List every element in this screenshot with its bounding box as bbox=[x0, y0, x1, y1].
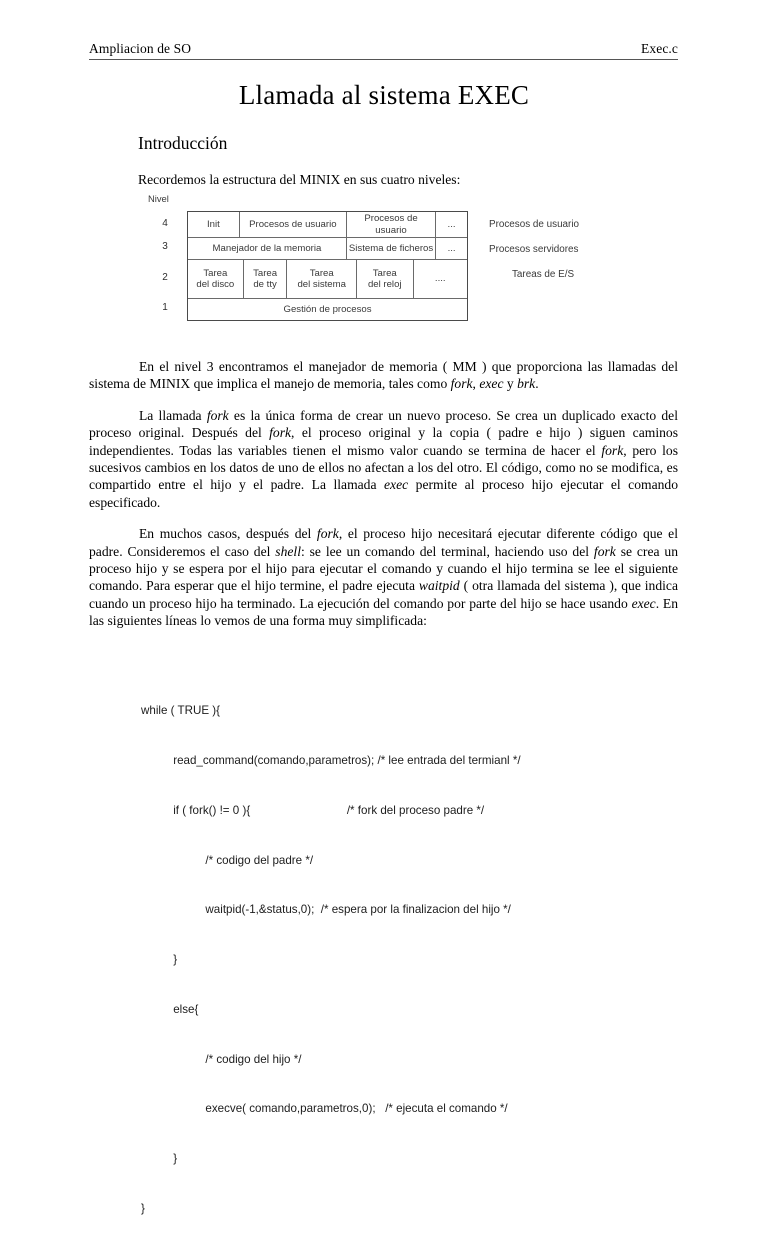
diagram-cell-process-management: Gestión de procesos bbox=[283, 303, 372, 315]
p3-seg-a: En muchos casos, después del bbox=[139, 526, 317, 542]
p1-seg-b: , bbox=[472, 376, 480, 392]
p2-seg-a: La llamada bbox=[139, 408, 207, 424]
diagram-cell-file-system: Sistema de ficheros bbox=[346, 238, 435, 259]
intro-sentence: Recordemos la estructura del MINIX en sus cuatro niveles: bbox=[138, 172, 461, 187]
diagram-grid bbox=[187, 211, 468, 321]
p1-term-fork: fork bbox=[450, 376, 473, 392]
diagram-row-level2 bbox=[188, 259, 467, 298]
diagram-row-level4 bbox=[188, 212, 467, 237]
document-body bbox=[89, 358, 678, 644]
p3-seg-e: ( otra llamada del sistema ), que indica cuando un proceso hijo ha terminado. La ejecución del comando por parte del hijo se hace usando bbox=[89, 578, 678, 611]
p2-seg-b: es la única forma de crear un nuevo proceso. Se crea un duplicado exacto del proceso original. Después del bbox=[89, 408, 678, 441]
p2-seg-d: , pero los sucesivos cambios en los datos de uno de ellos no afectan a los del otro. El código, como no se modifica, es compartido entre el hijo y el padre. La llamada bbox=[89, 442, 678, 493]
p2-seg-e: permite al proceso hijo ejecutar el comando especificado. bbox=[89, 477, 678, 510]
code-line-9: execve( comando,parametros,0); /* ejecuta el comando */ bbox=[141, 1102, 508, 1116]
diagram-cell-ellipsis-l4: ... bbox=[435, 212, 467, 237]
p2-term-fork-1: fork bbox=[206, 408, 229, 424]
diagram-cell-user-proc-1: Procesos de usuario bbox=[239, 212, 346, 237]
diagram-cell-disk-task bbox=[188, 260, 243, 298]
clock-task-line1: Tarea bbox=[372, 267, 397, 279]
running-header bbox=[89, 41, 678, 60]
disk-task-line1: Tarea bbox=[203, 267, 228, 279]
p1-seg-d: . bbox=[535, 376, 539, 392]
p3-term-waitpid: waitpid bbox=[418, 578, 460, 594]
diagram-cell-memory-manager: Manejador de la memoria bbox=[212, 242, 322, 254]
tty-task-line2: de tty bbox=[253, 279, 277, 290]
diagram-cell-system-task bbox=[286, 260, 355, 298]
level-number-2: 2 bbox=[162, 272, 168, 283]
p2-seg-c: , el proceso original y la copia ( padre e hijo ) siguen caminos independientes. Todas las variables tienen el mismo valor cuando se termina de hacer el bbox=[89, 425, 678, 458]
clock-task-line2: del reloj bbox=[367, 279, 402, 290]
diagram-cell-ellipsis-l2: .... bbox=[413, 260, 467, 298]
side-label-server-processes: Procesos servidores bbox=[489, 244, 579, 255]
code-listing bbox=[141, 670, 521, 1251]
code-line-1: while ( TRUE ){ bbox=[141, 704, 221, 718]
side-label-user-processes: Procesos de usuario bbox=[489, 219, 580, 230]
p2-term-fork-3: fork bbox=[601, 442, 624, 458]
p3-term-fork-2: fork bbox=[593, 543, 616, 559]
p3-term-exec: exec bbox=[631, 595, 656, 611]
level-number-4: 4 bbox=[162, 218, 168, 229]
p2-term-fork-2: fork bbox=[269, 425, 292, 441]
code-line-7: else{ bbox=[141, 1002, 199, 1016]
code-line-2: read_command(comando,parametros); /* lee entrada del termianl */ bbox=[141, 753, 521, 767]
p3-seg-f: . En las siguientes líneas lo vemos de una forma muy simplificada: bbox=[89, 595, 678, 628]
code-line-6: } bbox=[141, 953, 178, 967]
side-label-io-tasks: Tareas de E/S bbox=[512, 269, 575, 280]
system-task-line2: del sistema bbox=[297, 279, 346, 290]
paragraph-fork-description bbox=[89, 407, 678, 511]
level-number-3: 3 bbox=[162, 241, 168, 252]
code-line-11: } bbox=[141, 1202, 145, 1215]
code-line-4: /* codigo del padre */ bbox=[141, 853, 314, 867]
paragraph-level3-mm bbox=[89, 358, 678, 393]
p3-seg-d: se crea un proceso hijo y se espera por el hijo para ejecutar el comando y cuando el hijo termina se lee el siguiente comando. Para esperar que el hijo termine, el padre ejecuta bbox=[89, 543, 678, 594]
level-number-1: 1 bbox=[162, 302, 168, 313]
paragraph-shell-example bbox=[89, 525, 678, 629]
diagram-cell-init: Init bbox=[206, 218, 220, 230]
p1-seg-c: y bbox=[503, 376, 518, 392]
p1-term-exec: exec bbox=[479, 376, 504, 392]
diagram-axis-label-nivel: Nivel bbox=[148, 193, 169, 204]
code-line-3: if ( fork() != 0 ){ /* fork del proceso padre */ bbox=[141, 803, 485, 817]
diagram-cell-clock-task bbox=[356, 260, 413, 298]
code-line-5: waitpid(-1,&status,0); /* espera por la finalizacion del hijo */ bbox=[141, 903, 511, 917]
p3-seg-b: , el proceso hijo necesitará ejecutar diferente código que el padre. Consideremos el caso del bbox=[89, 526, 678, 559]
p3-term-fork-1: fork bbox=[316, 526, 339, 542]
header-right-text: Exec.c bbox=[641, 41, 678, 56]
diagram-cell-ellipsis-l3: ... bbox=[435, 238, 467, 259]
disk-task-line2: del disco bbox=[196, 279, 235, 290]
system-task-line1: Tarea bbox=[309, 267, 334, 279]
p3-seg-c: : se lee un comando del terminal, haciendo uso del bbox=[300, 543, 594, 559]
header-left-text: Ampliacion de SO bbox=[89, 41, 192, 56]
section-heading-introduccion: Introducción bbox=[138, 133, 228, 153]
tty-task-line1: Tarea bbox=[253, 267, 278, 279]
diagram-level-numbers bbox=[145, 211, 185, 319]
p2-term-exec: exec bbox=[384, 477, 409, 493]
diagram-cell-user-proc-2: Procesos de usuario bbox=[346, 212, 435, 237]
p1-seg-a: En el nivel 3 encontramos el manejador de memoria ( MM ) que proporciona las llamadas del sistema de MINIX que implica el manejo de memoria, tales como bbox=[89, 359, 678, 392]
code-line-10: } bbox=[141, 1152, 178, 1166]
page-title: Llamada al sistema EXEC bbox=[238, 80, 530, 110]
p3-term-shell: shell bbox=[275, 543, 301, 559]
p1-term-brk: brk bbox=[517, 376, 536, 392]
diagram-row-level1 bbox=[188, 298, 467, 320]
code-line-8: /* codigo del hijo */ bbox=[141, 1052, 302, 1066]
diagram-cell-tty-task bbox=[243, 260, 287, 298]
diagram-row-level3 bbox=[188, 237, 467, 259]
